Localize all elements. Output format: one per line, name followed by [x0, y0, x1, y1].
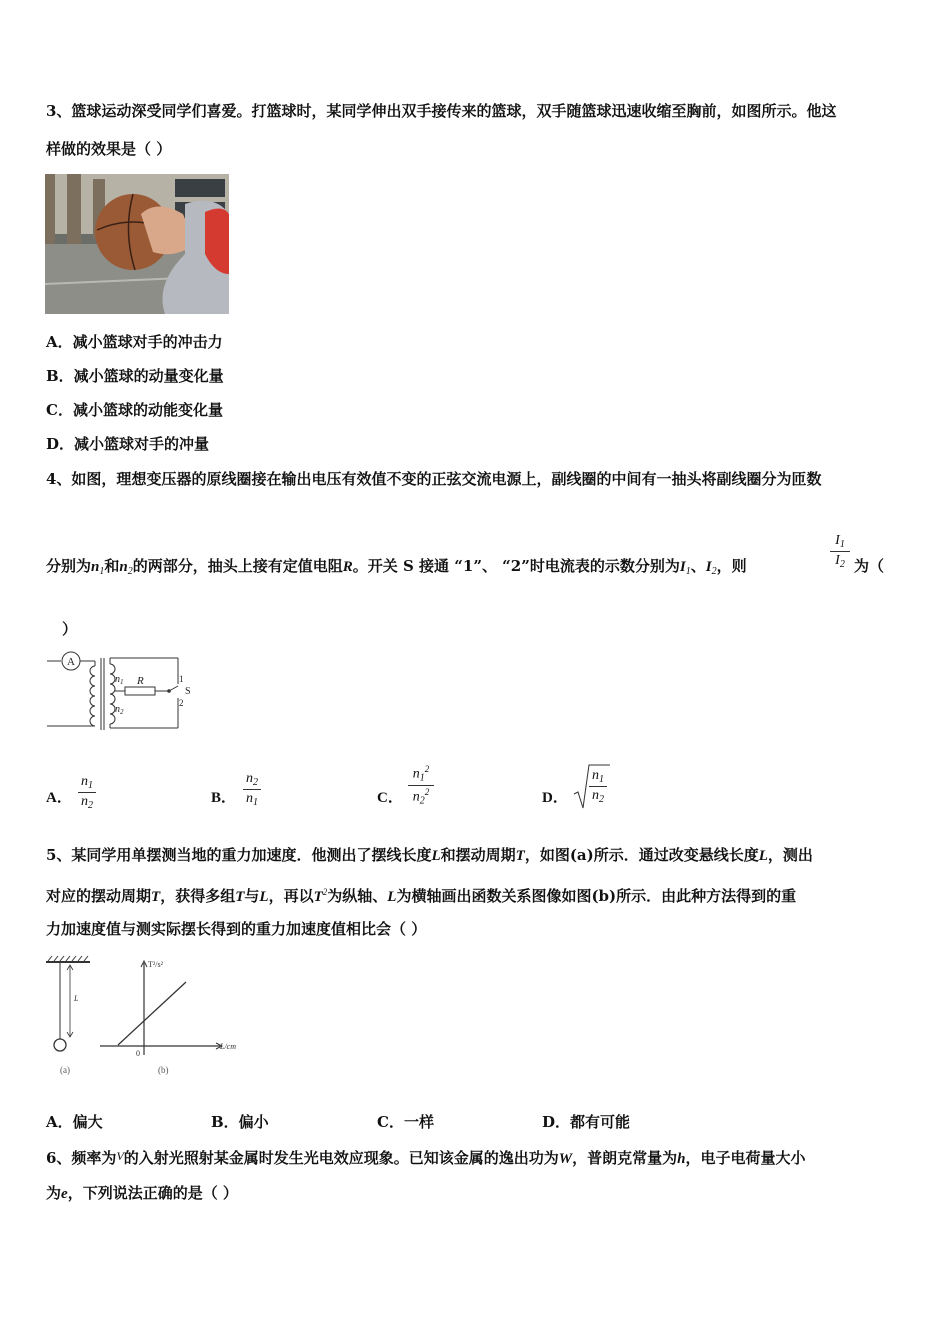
t-symbol: T — [235, 889, 245, 905]
q5-stem-line3: 力加速度值与测实际摆长得到的重力加速度值相比会（ ） — [46, 920, 427, 938]
q4-text: 分别为 — [46, 557, 92, 575]
q5-text: 为横轴画出函数关系图像如图(b)所示．由此种方法得到的重 — [396, 887, 797, 905]
q6-text: ，下列说法正确的是（ ） — [67, 1184, 238, 1202]
q6-text: 6、频率为 — [46, 1149, 117, 1167]
l-symbol: L — [431, 848, 441, 864]
n1-symbol: $n_1$ — [91, 559, 105, 577]
circuit-n1-label: $n_1$ — [115, 674, 124, 686]
q4-option-b-label: B． — [211, 790, 237, 806]
nu-symbol: V — [116, 1149, 124, 1163]
q6-stem-line1 — [46, 1146, 806, 1169]
q5-text: ，测出 — [767, 846, 813, 864]
pendulum-figure-a — [44, 953, 94, 1078]
q5-text: 和摆动周期 — [440, 846, 516, 864]
q5-stem-line2 — [46, 882, 796, 907]
q4-text: ，则 — [716, 557, 747, 575]
q3-stem-line2: 样做的效果是（ ） — [46, 140, 172, 158]
q5-text: 5、某同学用单摆测当地的重力加速度．他测出了摆线长度 — [46, 846, 432, 864]
q5-option-d: D．都有可能 — [542, 1113, 631, 1131]
q4-option-c-fraction: $n_1^2$ $n_2^2$ — [408, 764, 434, 806]
i2-symbol: $I_2$ — [705, 559, 717, 577]
q4-text: 的两部分，抽头上接有定值电阻 — [132, 557, 343, 575]
t-symbol: T — [151, 889, 161, 905]
q6-text: 的入射光照射某金属时发生光电效应现象。已知该金属的逸出功为 — [123, 1149, 559, 1167]
h-symbol: h — [677, 1151, 686, 1167]
q4-option-d-sqrt: $n_1$ $n_2$ — [572, 762, 612, 812]
graph-origin-label: 0 — [136, 1049, 140, 1058]
graph-x-axis-label: L/cm — [220, 1042, 236, 1051]
q5-option-a: A．偏大 — [46, 1113, 103, 1131]
q5-text: ，如图(a)所示．通过改变悬线长度 — [524, 846, 759, 864]
q4-stem-line2 — [46, 556, 747, 582]
q4-option-b-fraction: $n_2$ $n_1$ — [243, 771, 261, 808]
q5-text: 与 — [244, 887, 260, 905]
i1-symbol: $I_1$ — [679, 559, 691, 577]
q6-text: ，普朗克常量为 — [572, 1149, 678, 1167]
fig-a-l-label: L — [74, 994, 79, 1003]
w-symbol: W — [558, 1151, 573, 1167]
t-squared-vs-l-graph — [96, 953, 248, 1078]
i1-over-i2-fraction: $I_1$ $I_2$ — [830, 533, 850, 570]
q4-stem-tail: 为（ — [854, 557, 885, 575]
q3-option-d: D．减小篮球对手的冲量 — [46, 435, 210, 453]
q4-option-d-label: D． — [542, 790, 568, 806]
ammeter-label: A — [67, 656, 75, 668]
switch-terminal-1: 1 — [179, 674, 184, 684]
fig-a-caption: (a) — [60, 1065, 70, 1075]
l-symbol: L — [758, 848, 768, 864]
switch-s-label: S — [185, 686, 191, 697]
circuit-r-label: R — [137, 675, 144, 687]
q5-option-c: C．一样 — [377, 1113, 434, 1131]
q5-stem-line1 — [46, 845, 813, 866]
circuit-n2-label: $n_2$ — [115, 704, 124, 716]
q5-option-b: B．偏小 — [211, 1113, 269, 1131]
q4-option-a-label: A． — [46, 790, 72, 806]
q6-text: ，电子电荷量大小 — [685, 1149, 806, 1167]
l-symbol: L — [387, 889, 397, 905]
r-symbol: R — [342, 559, 353, 575]
q6-text: 为 — [46, 1184, 62, 1202]
q3-option-c: C．减小篮球的动能变化量 — [46, 401, 223, 419]
transformer-circuit-diagram — [45, 648, 195, 732]
q3-option-a: A．减小篮球对手的冲击力 — [46, 333, 223, 351]
l-symbol: L — [259, 889, 269, 905]
q5-text: 对应的摆动周期 — [46, 887, 152, 905]
q5-text: ，获得多组 — [160, 887, 236, 905]
q4-text: 、 — [690, 557, 706, 575]
q3-option-b: B．减小篮球的动量变化量 — [46, 367, 224, 385]
switch-terminal-2: 2 — [179, 698, 184, 708]
q4-option-a-fraction: $n_1$ $n_2$ — [78, 774, 96, 811]
q5-text: 为纵轴、 — [327, 887, 388, 905]
n2-symbol: $n_2$ — [119, 559, 133, 577]
q4-stem-line3: ） — [62, 620, 78, 638]
t-squared-symbol: $T^2$ — [313, 887, 328, 905]
q4-stem-line1: 4、如图，理想变压器的原线圈接在输出电压有效值不变的正弦交流电源上，副线圈的中间有一抽头将副线圈分为匝数 — [46, 470, 822, 488]
fig-b-caption: (b) — [158, 1065, 169, 1075]
q5-text: ，再以 — [268, 887, 314, 905]
basketball-photo — [45, 174, 229, 314]
q4-text: 。开关 S 接通 “1”、 “2”时电流表的示数分别为 — [352, 557, 680, 575]
q4-text: 和 — [104, 557, 120, 575]
q4-option-c-label: C． — [377, 790, 403, 806]
e-symbol: e — [61, 1186, 68, 1202]
graph-y-axis-label: T²/s² — [148, 960, 164, 969]
q6-stem-line2 — [46, 1183, 238, 1204]
t-symbol: T — [515, 848, 525, 864]
q3-stem-line1: 3、篮球运动深受同学们喜爱。打篮球时，某同学伸出双手接传来的篮球，双手随篮球迅速收缩至胸前，如图所示。他这 — [46, 102, 837, 120]
